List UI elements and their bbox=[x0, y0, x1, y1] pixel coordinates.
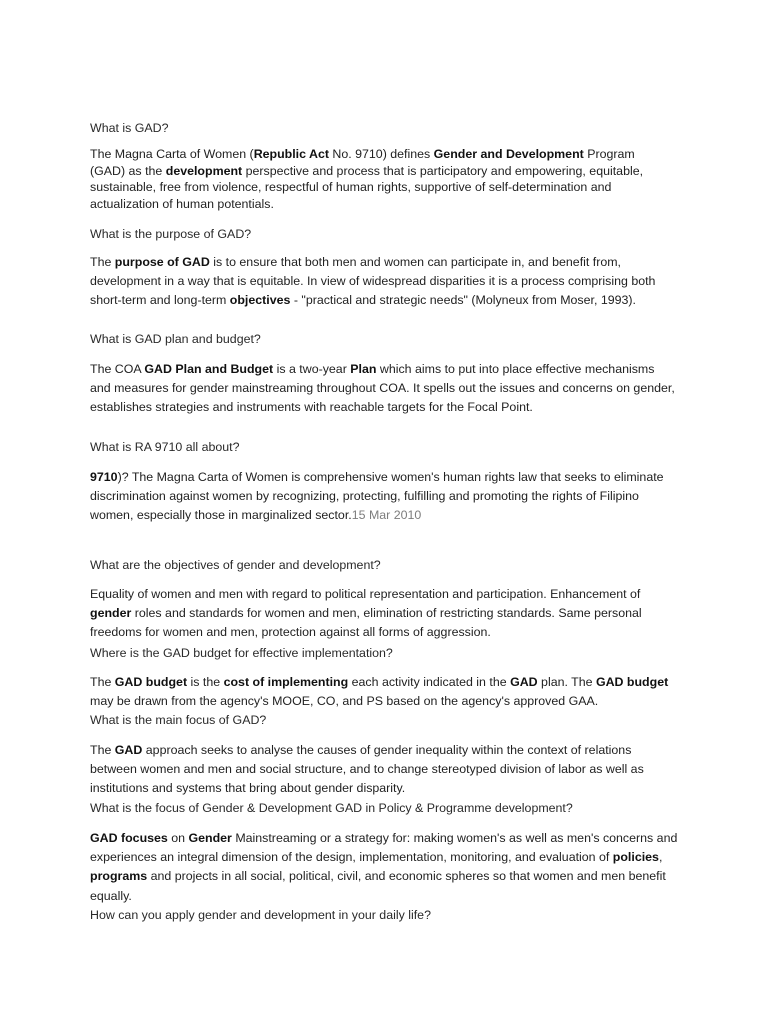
answer-paragraph: 9710)? The Magna Carta of Women is comprehensive women's human rights law that seeks to eliminate discrimination against women by recognizing, protecting, fulfilling and promoting the rights of Filipino women, especially those in marginalized sector.15 Mar 2010 bbox=[90, 470, 664, 523]
bold-term: objectives bbox=[229, 293, 291, 308]
bold-term: 9710 bbox=[90, 470, 118, 484]
bold-term: purpose of GAD bbox=[114, 255, 210, 269]
date-stamp: 15 Mar 2010 bbox=[351, 508, 422, 523]
bold-term: Gender bbox=[188, 831, 232, 845]
answer-paragraph: The purpose of GAD is to ensure that both men and women can participate in, and benefit from, development in a way that is equitable. In view of widespread disparities it is a process comprising both short-term and long-term objectives - "practical and strategic needs" (Molyneux from Moser, 1993). bbox=[90, 255, 656, 308]
question-heading: What is the main focus of GAD? bbox=[90, 713, 267, 727]
bold-term: Gender and Development bbox=[433, 147, 584, 161]
bold-term: GAD focuses bbox=[90, 831, 168, 845]
bold-term: GAD bbox=[510, 675, 538, 689]
bold-term: Republic Act bbox=[253, 147, 329, 161]
bold-term: programs bbox=[90, 869, 148, 884]
bold-term: GAD budget bbox=[114, 675, 188, 689]
bold-term: policies bbox=[612, 850, 659, 865]
bold-term: GAD budget bbox=[595, 675, 669, 689]
question-heading: What is GAD? bbox=[90, 121, 169, 135]
bold-term: gender bbox=[90, 606, 132, 621]
bold-term: GAD bbox=[114, 743, 143, 757]
question-heading: What is the focus of Gender & Development GAD in Policy & Programme development? bbox=[90, 801, 573, 815]
question-heading: How can you apply gender and development in your daily life? bbox=[90, 908, 431, 922]
answer-paragraph: The GAD budget is the cost of implementing each activity indicated in the GAD plan. The GAD budget may be drawn from the agency's MOOE, CO, and PS based on the agency's approved GAA. bbox=[90, 675, 669, 709]
question-heading: What is the purpose of GAD? bbox=[90, 227, 252, 241]
answer-paragraph: The COA GAD Plan and Budget is a two-year Plan which aims to put into place effective mechanisms and measures for gender mainstreaming throughout COA. It spells out the issues and concerns on gender, establishes strategies and instruments with reachable targets for the Focal Point. bbox=[90, 362, 675, 415]
bold-term: Plan bbox=[350, 362, 377, 376]
answer-paragraph: GAD focuses on Gender Mainstreaming or a strategy for: making women's as well as men's concerns and experiences an integral dimension of the design, implementation, monitoring, and evaluation of policies, programs and projects in all social, political, civil, and economic spheres so that women and men benefit equally. bbox=[90, 831, 678, 903]
question-heading: Where is the GAD budget for effective implementation? bbox=[90, 646, 393, 660]
answer-paragraph: The Magna Carta of Women (Republic Act No. 9710) defines Gender and Development Program (GAD) as the development perspective and process that is participatory and empowering, equitable, sustainable, free from violence, respectful of human rights, supportive of self-determination and actualization of human potentials. bbox=[90, 147, 644, 211]
bold-term: GAD Plan and Budget bbox=[144, 362, 274, 376]
question-heading: What is RA 9710 all about? bbox=[90, 440, 240, 454]
answer-paragraph: The GAD approach seeks to analyse the causes of gender inequality within the context of relations between women and men and social structure, and to change stereotyped division of labor as well as institutions and systems that bring about gender disparity. bbox=[90, 743, 644, 796]
bold-term: development bbox=[165, 163, 243, 178]
question-heading: What are the objectives of gender and development? bbox=[90, 558, 381, 572]
answer-paragraph: Equality of women and men with regard to political representation and participation. Enhancement of gender roles and standards for women and men, elimination of restricting standards. Same personal freedoms for women and men, protection against all forms of aggression. bbox=[90, 587, 642, 640]
question-heading: What is GAD plan and budget? bbox=[90, 332, 261, 346]
bold-term: cost of implementing bbox=[223, 675, 349, 689]
